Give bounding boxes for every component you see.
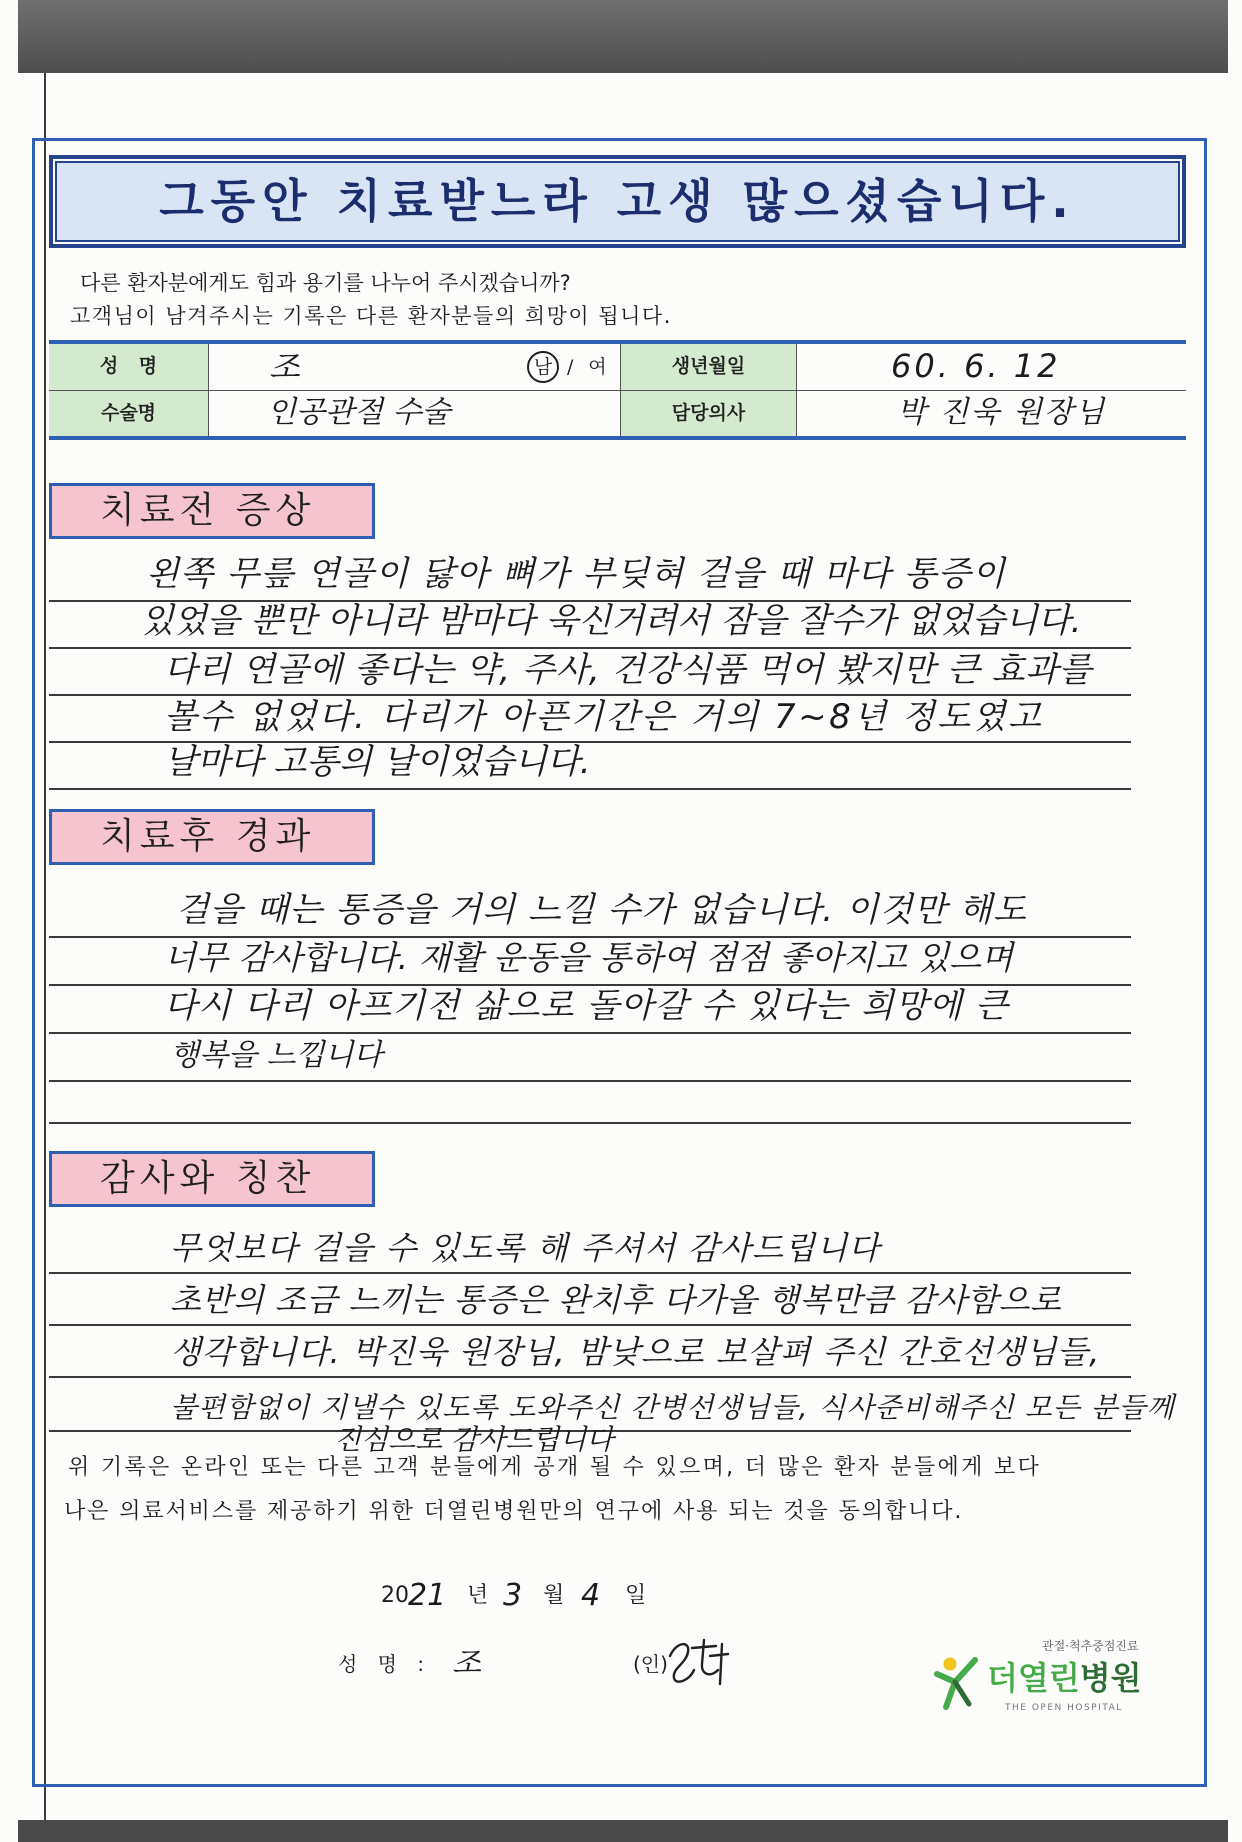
handwritten-line: 생각합니다. 박진욱 원장님, 밤낮으로 보살펴 주신 간호선생님들, bbox=[170, 1333, 1101, 1371]
surgery-value-cell bbox=[209, 390, 621, 436]
section-header-thanks bbox=[49, 1151, 375, 1207]
ruled-line bbox=[49, 1272, 1131, 1274]
handwritten-line: 다리 연골에 좋다는 약, 주사, 건강식품 먹어 봤지만 큰 효과를 bbox=[164, 650, 1093, 690]
doctor-value: 박 진욱 원장님 bbox=[897, 395, 1106, 430]
handwritten-line: 무엇보다 걸을 수 있도록 해 주셔서 감사드립니다 bbox=[170, 1229, 881, 1267]
section-header-after-treatment bbox=[49, 809, 375, 865]
name-label: 성 명 bbox=[49, 344, 209, 390]
seal-label: (인) bbox=[633, 1652, 668, 1676]
name-value-cell bbox=[209, 344, 621, 390]
handwritten-line: 왼쪽 무릎 연골이 닳아 뼈가 부딪혀 걸을 때 마다 통증이 bbox=[146, 554, 1007, 594]
ruled-line bbox=[49, 1376, 1131, 1378]
title-banner bbox=[49, 155, 1186, 248]
handwritten-line: 있었을 뿐만 아니라 밤마다 욱신거려서 잠을 잘수가 없었습니다. bbox=[141, 601, 1082, 641]
patient-info-table bbox=[49, 340, 1186, 440]
consent-line-1: 위 기록은 온라인 또는 다른 고객 분들에게 공개 될 수 있으며, 더 많은 환자 분들에게 보다 bbox=[68, 1455, 1042, 1480]
date-year-written: 21 bbox=[408, 1578, 447, 1613]
handwritten-line: 불편함없이 지낼수 있도록 도와주신 간병선생님들, 식사준비해주신 모든 분들께 bbox=[170, 1391, 1175, 1424]
surgery-value: 인공관절 수술 bbox=[267, 395, 451, 430]
ruled-line bbox=[49, 1080, 1131, 1082]
intro-line-2: 고객님이 남겨주시는 기록은 다른 환자분들의 희망이 됩니다. bbox=[70, 304, 672, 328]
section-header-before-treatment bbox=[49, 483, 375, 539]
doctor-label: 담당의사 bbox=[621, 390, 797, 436]
date-day-unit: 일 bbox=[625, 1583, 647, 1608]
handwritten-line: 진심으로 감사드립니다 bbox=[334, 1423, 614, 1456]
hospital-logo-name bbox=[987, 1658, 1142, 1698]
page-title: 그동안 치료받느라 고생 많으셨습니다. bbox=[159, 174, 1076, 228]
logo-name-part1: 더열린 bbox=[987, 1659, 1080, 1697]
doctor-value-cell bbox=[797, 390, 1186, 436]
handwritten-line: 날마다 고통의 날이었습니다. bbox=[164, 742, 591, 782]
surgery-label: 수술명 bbox=[49, 390, 209, 436]
handwritten-line: 초반의 조금 느끼는 통증은 완치후 다가올 행복만큼 감사함으로 bbox=[170, 1281, 1062, 1319]
section-title: 치료전 증상 bbox=[100, 490, 316, 531]
logo-english-name: THE OPEN HOSPITAL bbox=[1005, 1703, 1123, 1713]
consent-line-2: 나은 의료서비스를 제공하기 위한 더열린병원만의 연구에 사용 되는 것을 동의합니다. bbox=[64, 1499, 964, 1524]
signature-label: 성 명 : bbox=[338, 1652, 425, 1676]
handwritten-line: 걸을 때는 통증을 거의 느낄 수가 없습니다. 이것만 해도 bbox=[176, 890, 1027, 930]
ruled-line bbox=[49, 1324, 1131, 1326]
gender-option-female: 여 bbox=[588, 356, 607, 378]
scan-edge-bottom bbox=[18, 1820, 1228, 1842]
ruled-line bbox=[49, 788, 1131, 790]
birth-label: 생년월일 bbox=[621, 344, 797, 390]
date-day: 4 bbox=[581, 1578, 601, 1613]
ruled-line bbox=[49, 1122, 1131, 1124]
signature-name: 조 bbox=[452, 1646, 481, 1681]
date-year-unit: 년 bbox=[467, 1583, 489, 1608]
intro-line-1: 다른 환자분에게도 힘과 용기를 나누어 주시겠습니까? bbox=[80, 271, 571, 295]
name-value: 조 bbox=[269, 348, 300, 386]
gender-option-male: 남 bbox=[527, 351, 559, 383]
person-figure-icon bbox=[933, 1654, 985, 1712]
handwritten-line: 너무 감사합니다. 재활 운동을 통하여 점점 좋아지고 있으며 bbox=[164, 938, 1013, 977]
handwritten-line: 행복을 느낍니다 bbox=[170, 1038, 383, 1073]
section-title: 치료후 경과 bbox=[100, 816, 316, 857]
gender-choice bbox=[527, 350, 613, 384]
date-month: 3 bbox=[503, 1578, 523, 1613]
date-year-prefix: 20 bbox=[381, 1583, 409, 1608]
date-month-unit: 월 bbox=[543, 1583, 565, 1608]
section-title: 감사와 칭찬 bbox=[100, 1158, 316, 1199]
handwritten-line: 볼수 없었다. 다리가 아픈기간은 거의 7~8년 정도였고 bbox=[164, 697, 1044, 737]
scan-edge-top bbox=[18, 0, 1228, 73]
birth-value: 60. 6. 12 bbox=[891, 347, 1061, 385]
signature-scribble bbox=[664, 1634, 734, 1692]
birth-value-cell bbox=[797, 344, 1186, 390]
logo-tagline: 관절·척추중점진료 bbox=[1042, 1639, 1139, 1653]
gender-separator: / bbox=[567, 356, 574, 378]
handwritten-line: 다시 다리 아프기전 삶으로 돌아갈 수 있다는 희망에 큰 bbox=[164, 986, 1010, 1026]
logo-name-part2: 병원 bbox=[1079, 1659, 1142, 1697]
